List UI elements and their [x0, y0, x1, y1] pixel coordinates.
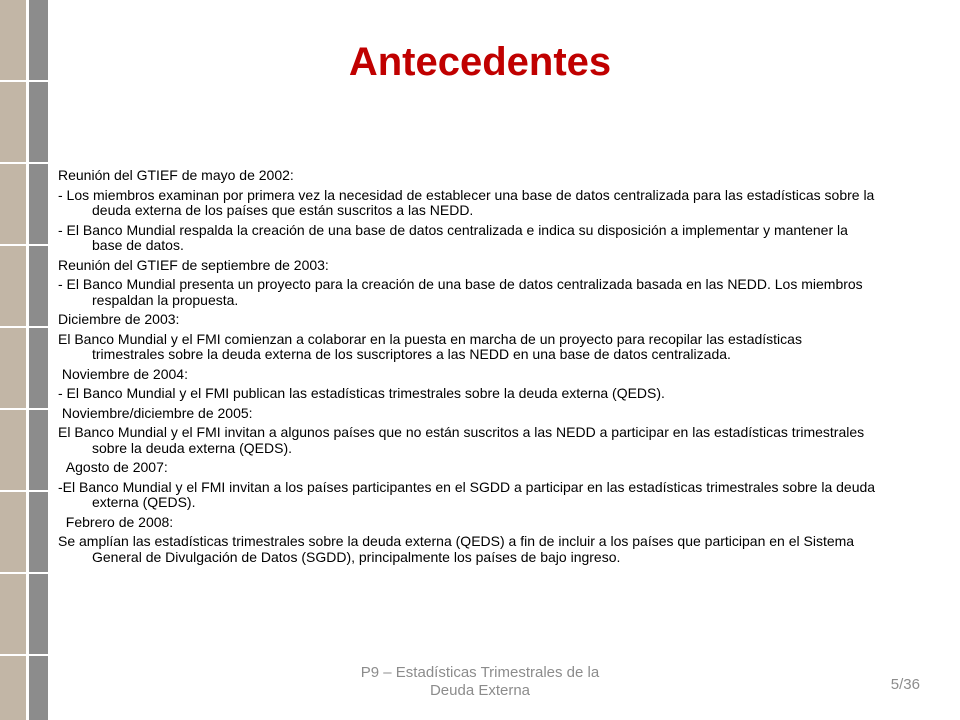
paragraph: Noviembre/diciembre de 2005: [58, 404, 253, 421]
paragraph: Febrero de 2008: [58, 513, 174, 530]
paragraph: Noviembre de 2004: [58, 365, 188, 382]
slide-footer: P9 – Estadísticas Trimestrales de la Deuda Externa [360, 664, 600, 699]
paragraph: Reunión del GTIEF de septiembre de 2003: [58, 256, 329, 273]
paragraph: Diciembre de 2003: [58, 311, 180, 327]
slide-title: Antecedentes [348, 40, 612, 84]
paragraph: Reunión del GTIEF de mayo de 2002: [58, 167, 294, 183]
paragraph: - El Banco Mundial presenta un proyecto para la creación de una base de datos centralizada basada en las NEDD. Los miembros respaldan la propuesta. [58, 276, 863, 308]
paragraph: El Banco Mundial y el FMI invitan a algunos países que no están suscritos a las NEDD a participar en las estadísticas trimestrales sobre la deuda externa (QEDS). [58, 424, 865, 456]
paragraph: Agosto de 2007: [58, 459, 168, 475]
paragraph: - Los miembros examinan por primera vez la necesidad de establecer una base de datos centralizada para las estadísticas sobre la deuda externa de los países que están suscritos a las NEDD. [58, 186, 875, 218]
page-number: 5/36 [890, 676, 920, 693]
paragraph: Se amplían las estadísticas trimestrales sobre la deuda externa (QEDS) a fin de incluir a los países que participan en el Sistema General de Divulgación de Datos (SGDD), principalmente los países de bajo ingreso. [58, 533, 855, 565]
paragraph: - El Banco Mundial y el FMI publican las estadísticas trimestrales sobre la deuda externa (QEDS). [58, 385, 665, 401]
paragraph: El Banco Mundial y el FMI comienzan a colaborar en la puesta en marcha de un proyecto para recopilar las estadísticas trimestrales sobre la deuda externa de los suscriptores a las NEDD en una base de datos centralizada. [58, 330, 802, 362]
decorative-sidebar [0, 0, 48, 720]
paragraph: - El Banco Mundial respalda la creación de una base de datos centralizada e indica su disposición a implementar y mantener la base de datos. [58, 221, 848, 253]
slide-body [58, 168, 878, 569]
paragraph: -El Banco Mundial y el FMI invitan a los países participantes en el SGDD a participar en las estadísticas trimestrales sobre la deuda externa (QEDS). [58, 478, 876, 510]
